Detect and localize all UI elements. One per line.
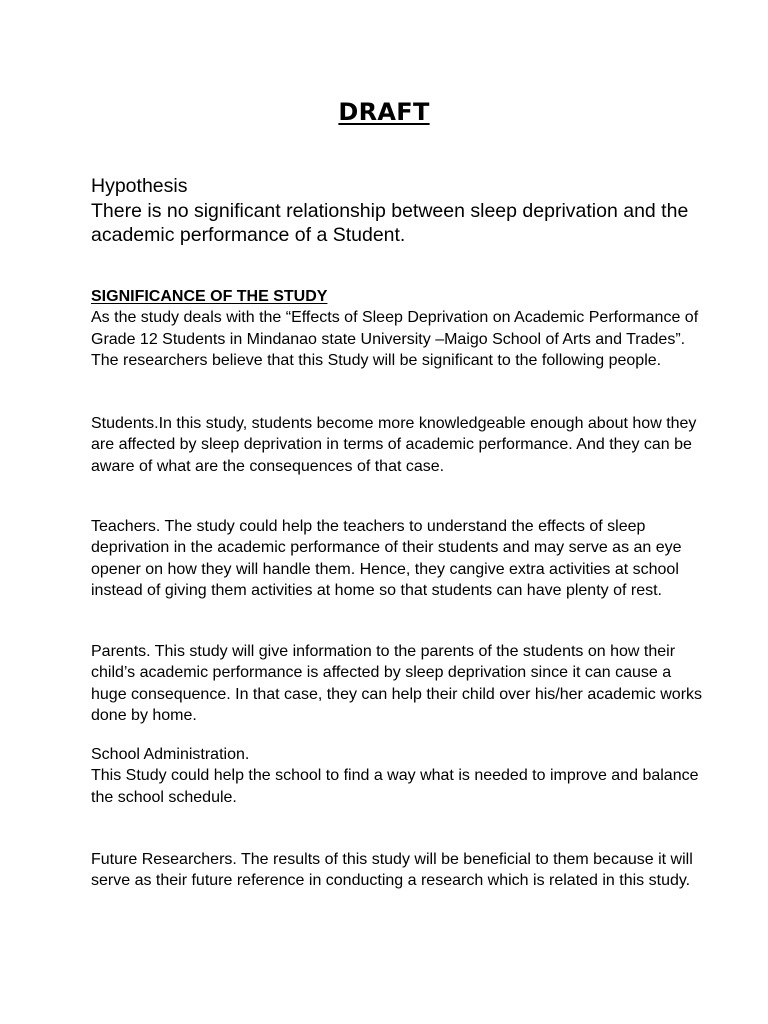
teachers-paragraph: Teachers. The study could help the teachers to understand the effects of sleep deprivation in the academic performance of their students and may serve as an eye opener on how they will handle them. Hence, they cangive extra activities at school instead of giving them activities at home so that students can have plenty of rest. <box>91 518 682 599</box>
hypothesis-text: There is no significant relationship between sleep deprivation and the academic performance of a Student. <box>91 199 689 246</box>
document-title: DRAFT <box>338 98 430 126</box>
significance-heading: SIGNIFICANCE OF THE STUDY <box>91 288 328 305</box>
parents-paragraph: Parents. This study will give information to the parents of the students on how their child’s academic performance is affected by sleep deprivation since it can cause a huge consequence. In that case, they can help their child over his/her academic works done by home. <box>91 643 703 724</box>
significance-intro: As the study deals with the “Effects of Sleep Deprivation on Academic Performance of Grade 12 Students in Mindanao state University –Maigo School of Arts and Trades”. The researchers believe that this Study will be significant to the following people. <box>91 309 699 369</box>
school-admin-heading: School Administration. <box>91 746 250 763</box>
students-paragraph: Students.In this study, students become more knowledgeable enough about how they are affected by sleep deprivation in terms of academic performance. And they can be aware of what are the consequences of that case. <box>91 415 697 475</box>
school-admin-text: This Study could help the school to find a way what is needed to improve and balance the school schedule. <box>91 767 699 806</box>
hypothesis-section <box>91 174 711 248</box>
future-researchers-paragraph: Future Researchers. The results of this study will be beneficial to them because it will serve as their future reference in conducting a research which is related in this study. <box>91 851 693 890</box>
significance-section <box>91 286 711 371</box>
hypothesis-heading: Hypothesis <box>91 175 188 197</box>
school-admin-section <box>91 744 711 808</box>
